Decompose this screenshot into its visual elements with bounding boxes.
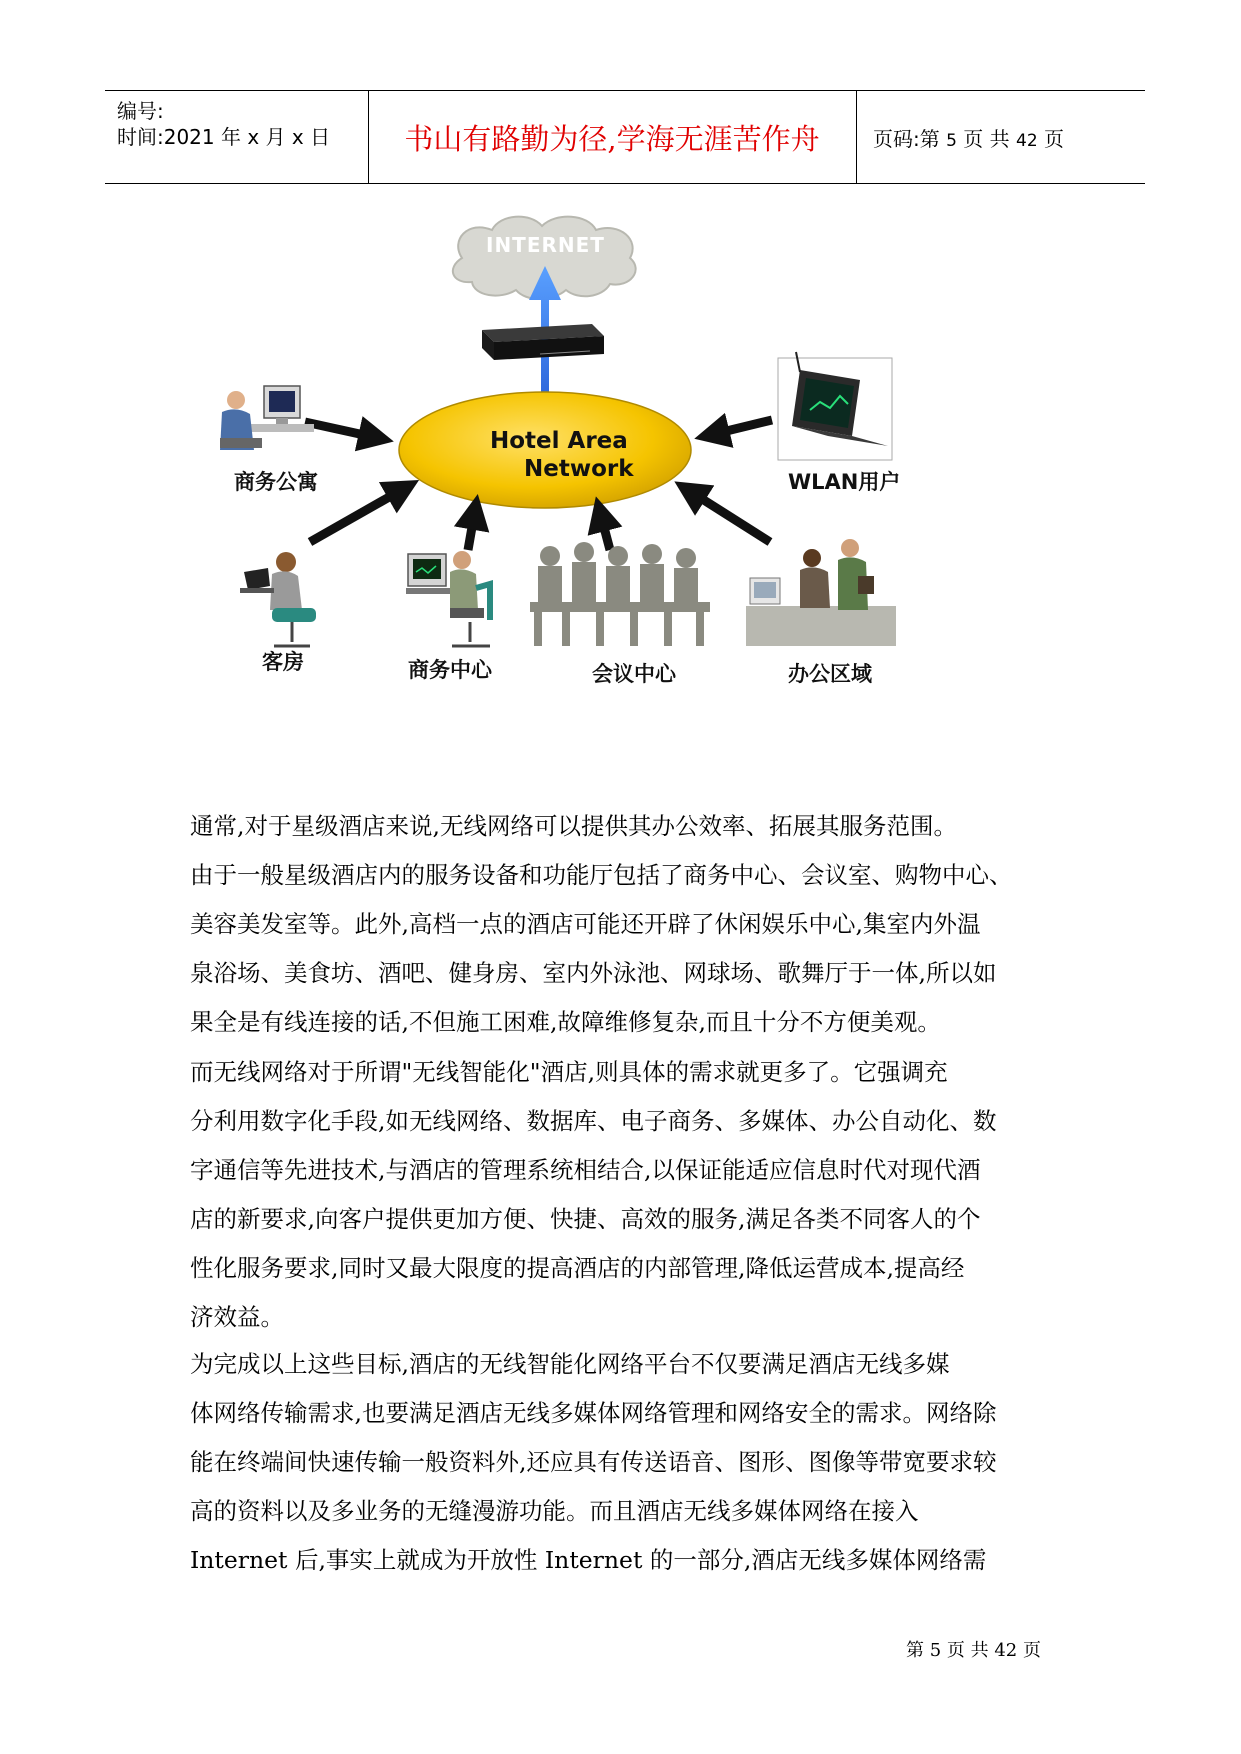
oval-label-line1: Hotel Area <box>490 428 628 454</box>
page-label: 页码:第 <box>873 127 940 151</box>
page-current: 5 <box>946 131 957 151</box>
guest-room-icon <box>240 552 316 646</box>
paragraph-line: 性化服务要求,同时又最大限度的提高酒店的内部管理,降低运营成本,提高经 <box>190 1254 965 1282</box>
network-diagram-graphic <box>200 210 1040 780</box>
router-device-icon <box>482 324 604 360</box>
header-page-cell <box>857 91 1145 183</box>
node-label-business-center: 商务中心 <box>408 658 492 682</box>
paragraph-line: 通常,对于星级酒店来说,无线网络可以提供其办公效率、拓展其服务范围。 <box>190 812 957 840</box>
arrow-wlan-user <box>710 420 772 435</box>
arrow-business-apartment <box>305 422 378 438</box>
node-label-wlan-user: WLAN用户 <box>788 470 901 494</box>
paragraph-line: 店的新要求,向客户提供更加方便、快捷、高效的服务,满足各类不同客人的个 <box>190 1205 981 1233</box>
paragraph-line: Internet 后,事实上就成为开放性 Internet 的一部分,酒店无线多媒体网络需 <box>190 1546 987 1574</box>
internet-cloud-label: INTERNET <box>486 233 605 257</box>
wlan-user-laptop-icon <box>778 352 892 460</box>
node-label-guest-room: 客房 <box>262 650 304 674</box>
paragraph-line: 而无线网络对于所谓"无线智能化"酒店,则具体的需求就更多了。它强调充 <box>190 1058 948 1086</box>
paragraph-line: 泉浴场、美食坊、酒吧、健身房、室内外泳池、网球场、歌舞厅于一体,所以如 <box>190 959 997 987</box>
paragraph-line: 为完成以上这些目标,酒店的无线智能化网络平台不仅要满足酒店无线多媒 <box>190 1350 950 1378</box>
paragraph-3 <box>190 1340 1060 1585</box>
conference-center-silhouette-icon <box>530 542 710 646</box>
header-motto-cell <box>368 91 857 183</box>
page-footer: 第 5 页 共 42 页 <box>906 1640 1041 1661</box>
paragraph-1 <box>190 802 1060 1047</box>
arrow-office-area <box>688 490 770 542</box>
paragraph-line: 美容美发室等。此外,高档一点的酒店可能还开辟了休闲娱乐中心,集室内外温 <box>190 910 981 938</box>
header-meta-cell <box>105 91 369 183</box>
business-center-icon <box>406 551 490 646</box>
node-label-business-apartment: 商务公寓 <box>234 470 318 494</box>
hotel-network-diagram <box>200 210 1040 780</box>
arrow-business-center <box>468 510 475 550</box>
paragraph-line: 分利用数字化手段,如无线网络、数据库、电子商务、多媒体、办公自动化、数 <box>190 1107 997 1135</box>
business-apartment-icon <box>220 386 314 450</box>
node-label-conference-center: 会议中心 <box>592 662 676 686</box>
arrow-conference-center <box>600 512 610 550</box>
node-label-office-area: 办公区域 <box>788 662 872 686</box>
page-total: 42 <box>1016 131 1038 151</box>
oval-label-line2: Network <box>524 456 634 482</box>
paragraph-line: 能在终端间快速传输一般资料外,还应具有传送语音、图形、图像等带宽要求较 <box>190 1448 997 1476</box>
page-header <box>105 90 1145 184</box>
paragraph-line: 由于一般星级酒店内的服务设备和功能厅包括了商务中心、会议室、购物中心、 <box>190 861 1013 889</box>
paragraph-line: 体网络传输需求,也要满足酒店无线多媒体网络管理和网络安全的需求。网络除 <box>190 1399 997 1427</box>
header-page-number <box>873 123 1064 152</box>
paragraph-line: 济效益。 <box>190 1303 284 1331</box>
document-number-label: 编号: <box>117 99 164 123</box>
paragraph-line: 果全是有线连接的话,不但施工困难,故障维修复杂,而且十分不方便美观。 <box>190 1008 941 1036</box>
page-mid: 页 共 <box>963 127 1010 151</box>
paragraph-line: 字通信等先进技术,与酒店的管理系统相结合,以保证能适应信息时代对现代酒 <box>190 1156 981 1184</box>
page-suffix: 页 <box>1044 127 1065 151</box>
paragraph-2 <box>190 1048 1060 1342</box>
header-motto: 书山有路勤为径,学海无涯苦作舟 <box>404 122 820 156</box>
arrow-guest-room <box>310 488 405 542</box>
document-time-label: 时间:2021 年 x 月 x 日 <box>117 125 331 149</box>
paragraph-line: 高的资料以及多业务的无缝漫游功能。而且酒店无线多媒体网络在接入 <box>190 1497 919 1525</box>
office-area-icon <box>746 539 896 646</box>
